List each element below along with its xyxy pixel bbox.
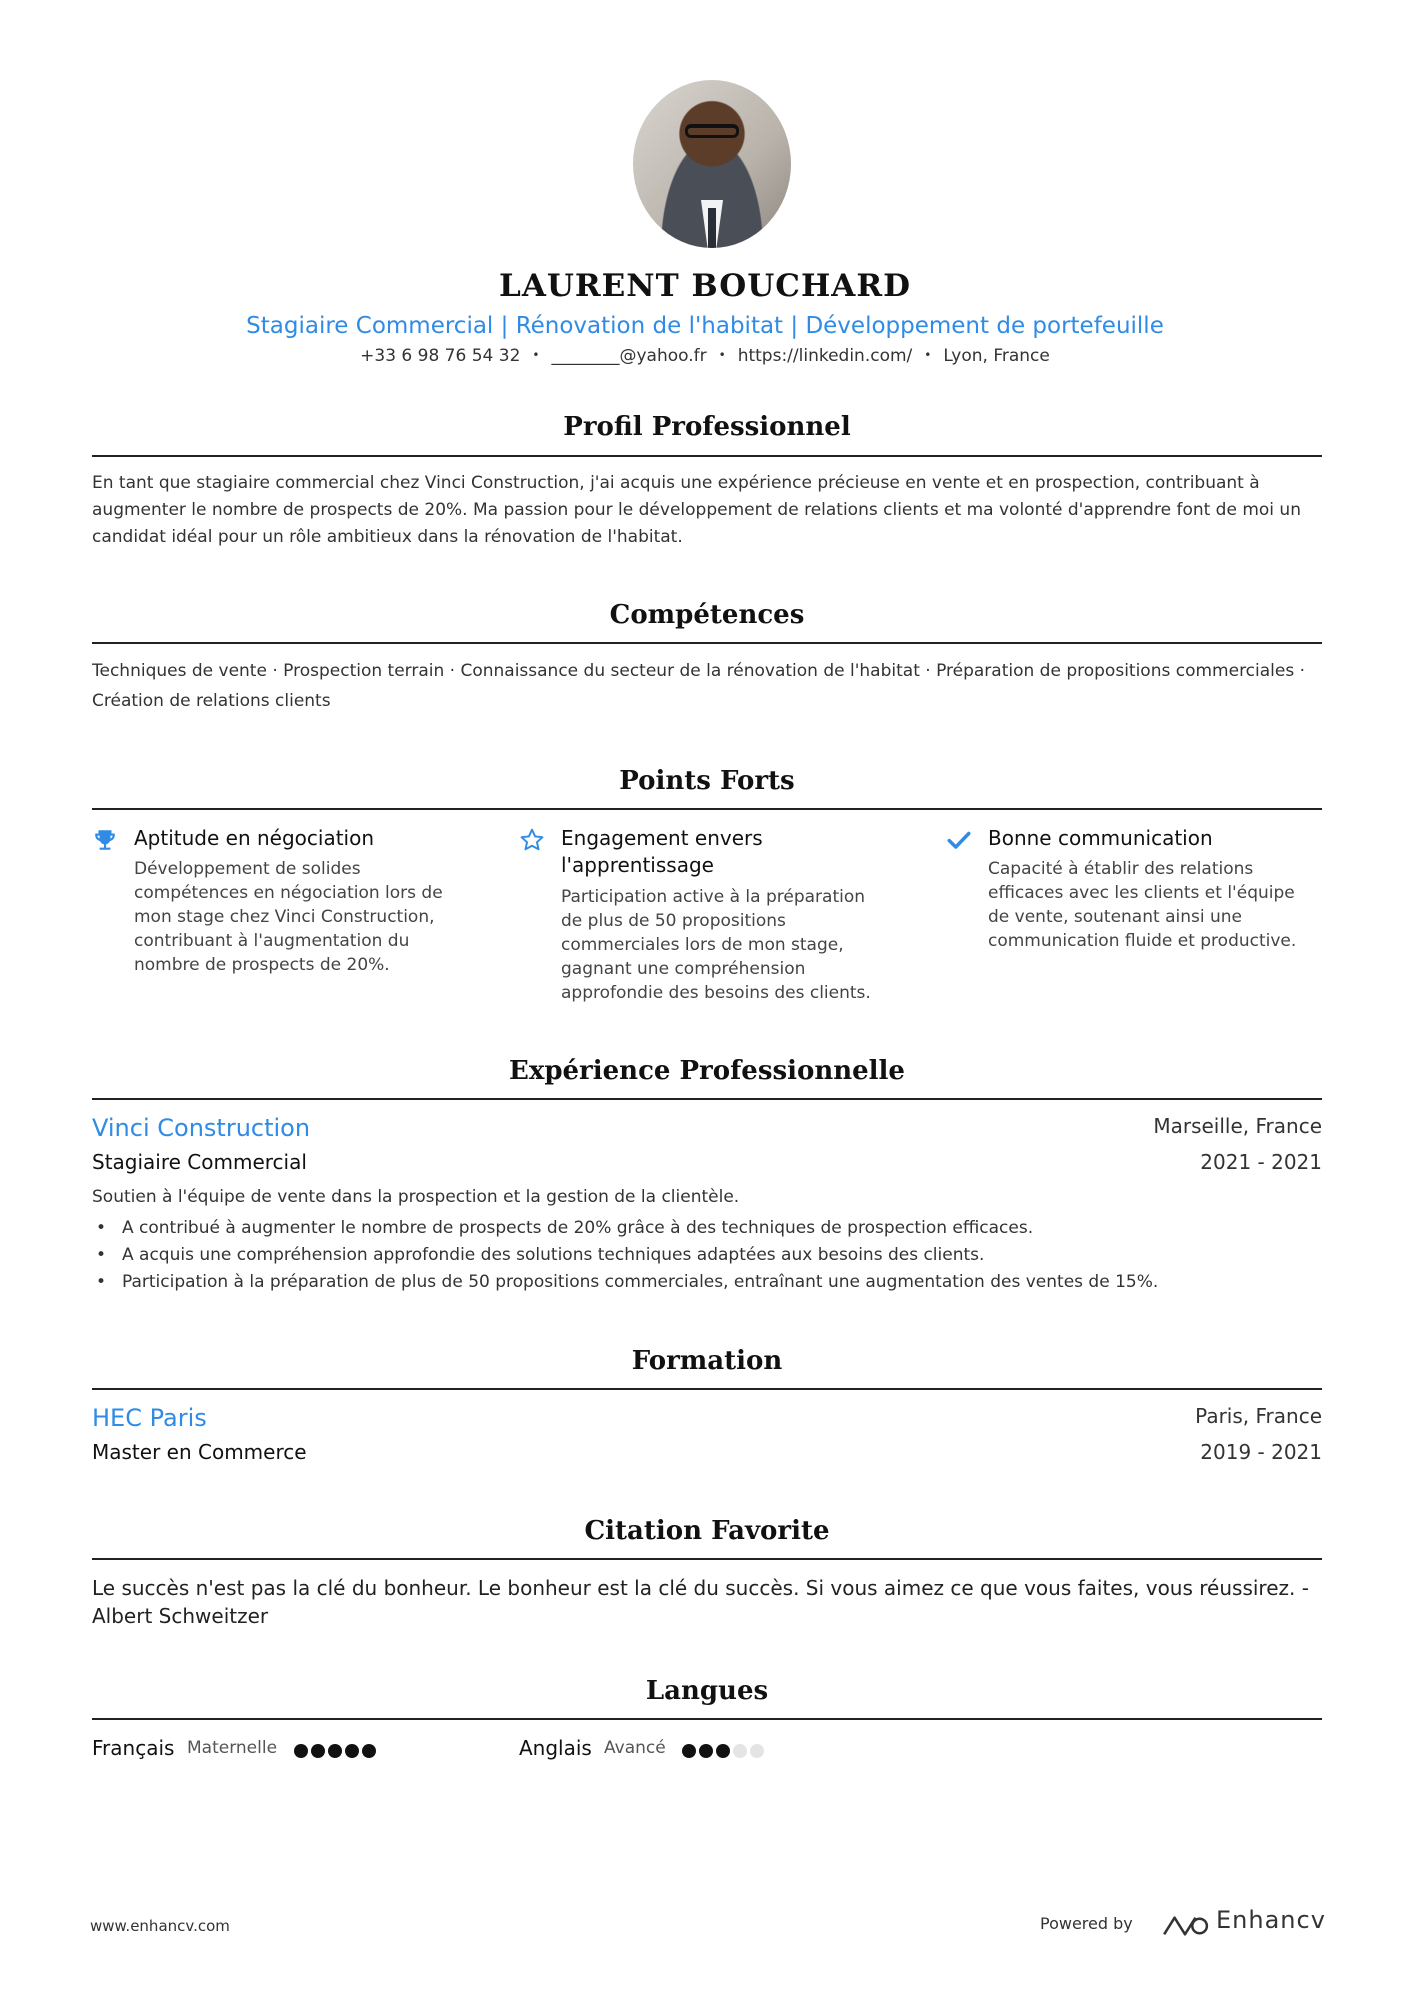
rating-dot-empty [750, 1744, 764, 1758]
candidate-name: LAURENT BOUCHARD [499, 268, 911, 304]
location: Lyon, France [943, 346, 1050, 366]
section-title-quote: Citation Favorite [584, 1516, 830, 1546]
rating-dot-filled [699, 1744, 713, 1758]
company-name: Vinci Construction [92, 1114, 311, 1142]
rating-dot-filled [362, 1744, 376, 1758]
degree: Master en Commerce [92, 1440, 307, 1464]
brand-name: Enhancv [1216, 1906, 1326, 1934]
enhancv-logo-icon [1160, 1908, 1210, 1944]
language-name: Anglais [519, 1736, 592, 1760]
section-title-strengths: Points Forts [619, 766, 795, 796]
star-icon [519, 827, 545, 853]
job-dates: 2021 - 2021 [1200, 1150, 1322, 1174]
section-divider [92, 1098, 1322, 1100]
section-divider [92, 642, 1322, 644]
rating-dot-filled [682, 1744, 696, 1758]
profile-summary: En tant que stagiaire commercial chez Vinci Construction, j'ai acquis une expérience précieuse en vente et en prospection, contribuant à augmenter le nombre de prospects de 20%. Ma passion pour le développement de relations clients et ma volonté d'apprendre font de moi un candidat idéal pour un rôle ambitieux dans la rénovation de l'habitat. [92, 473, 1301, 547]
section-title-languages: Langues [645, 1676, 769, 1706]
language-level: Maternelle [187, 1738, 278, 1758]
list-item: • A contribué à augmenter le nombre de prospects de 20% grâce à des techniques de prospection efficaces. [92, 1215, 1322, 1242]
rating-dot-empty [733, 1744, 747, 1758]
strength-description: Développement de solides compétences en négociation lors de mon stage chez Vinci Construction, contribuant à l'augmentation du nombre de prospects de 20%. [134, 859, 443, 975]
job-bullets [92, 1215, 1322, 1296]
powered-by-label: Powered by [1040, 1914, 1133, 1933]
rating-dot-filled [294, 1744, 308, 1758]
rating-dot-filled [716, 1744, 730, 1758]
strength-title: Aptitude en négociation [134, 826, 375, 850]
avatar [633, 80, 791, 248]
favorite-quote: Le succès n'est pas la clé du bonheur. Le bonheur est la clé du succès. Si vous aimez ce que vous faites, vous réussirez. - Albert Schweitzer [92, 1576, 1309, 1628]
strength-description: Participation active à la préparation de plus de 50 propositions commerciales lors de mon stage, gagnant une compréhension approfondie des besoins des clients. [561, 887, 871, 1003]
job-role: Stagiaire Commercial [92, 1150, 307, 1174]
list-item: • A acquis une compréhension approfondie des solutions techniques adaptées aux besoins des clients. [92, 1242, 1322, 1269]
section-title-education: Formation [631, 1346, 783, 1376]
language-level: Avancé [604, 1738, 666, 1758]
section-divider [92, 1558, 1322, 1560]
language-rating [682, 1744, 772, 1758]
school-location: Paris, France [1195, 1404, 1322, 1428]
phone: +33 6 98 76 54 32 [360, 346, 521, 366]
education-dates: 2019 - 2021 [1200, 1440, 1322, 1464]
job-location: Marseille, France [1153, 1114, 1322, 1138]
list-item: • Participation à la préparation de plus de 50 propositions commerciales, entraînant une augmentation des ventes de 15%. [92, 1269, 1322, 1296]
language-name: Français [92, 1736, 175, 1760]
school-name: HEC Paris [92, 1404, 207, 1432]
glasses-detail [685, 124, 739, 138]
linkedin-link[interactable]: https://linkedin.com/ [737, 346, 913, 366]
section-divider [92, 1718, 1322, 1720]
separator: • [718, 348, 726, 362]
strength-title: Engagement envers l'apprentissage [561, 826, 763, 877]
rating-dot-filled [345, 1744, 359, 1758]
language-rating [294, 1744, 384, 1758]
rating-dot-filled [311, 1744, 325, 1758]
rating-dot-filled [328, 1744, 342, 1758]
section-title-skills: Compétences [609, 600, 805, 630]
job-summary: Soutien à l'équipe de vente dans la prospection et la gestion de la clientèle. [92, 1187, 740, 1207]
separator: • [924, 348, 932, 362]
strength-title: Bonne communication [988, 826, 1213, 850]
section-divider [92, 455, 1322, 457]
trophy-icon [92, 827, 118, 853]
section-title-experience: Expérience Professionnelle [509, 1056, 905, 1086]
headline: Stagiaire Commercial | Rénovation de l'habitat | Développement de portefeuille [246, 313, 1164, 339]
section-title-profile: Profil Professionnel [563, 412, 851, 442]
contact-line [0, 346, 1410, 366]
checkmark-icon [946, 827, 972, 853]
footer-url[interactable]: www.enhancv.com [90, 1917, 230, 1935]
skills-list: Techniques de vente · Prospection terrain · Connaissance du secteur de la rénovation de l'habitat · Préparation de propositions commerciales · Création de relations clients [92, 661, 1306, 711]
strength-description: Capacité à établir des relations efficaces avec les clients et l'équipe de vente, soutenant ainsi une communication fluide et productive. [988, 859, 1297, 951]
tie-detail [708, 208, 716, 248]
email[interactable]: ________@yahoo.fr [551, 346, 707, 366]
section-divider [92, 808, 1322, 810]
section-divider [92, 1388, 1322, 1390]
separator: • [532, 348, 540, 362]
